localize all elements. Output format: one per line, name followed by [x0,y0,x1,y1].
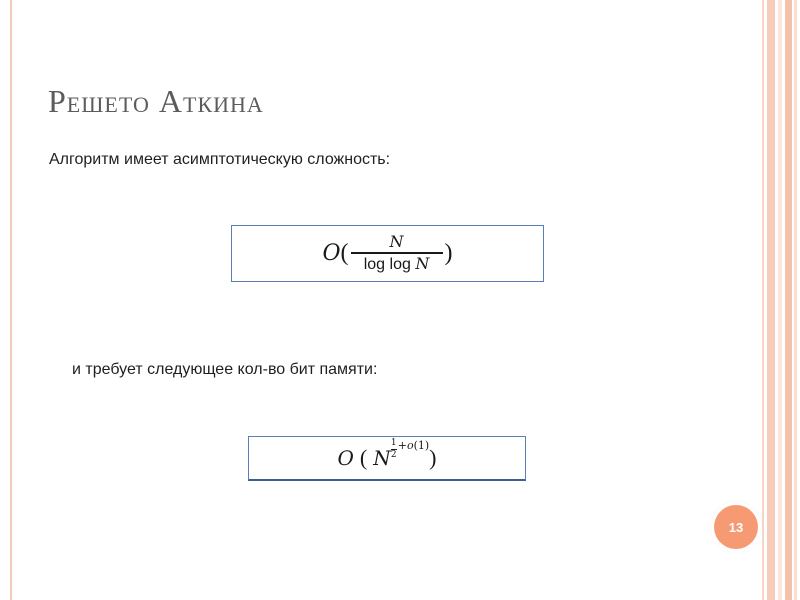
exponent-fraction [391,439,397,460]
memory-formula [337,437,437,471]
right-decor-stripe [778,0,782,600]
exponent-little-o: o [406,438,414,452]
fraction [351,233,443,273]
page-number-badge: 13 [714,505,758,549]
denominator-var: N [415,253,430,273]
close-paren: ) [429,445,437,470]
big-o-symbol: O [322,240,341,266]
left-border-line [10,0,12,600]
exponent-plus: + [397,438,407,452]
right-decor-stripe [785,0,792,600]
right-decor-stripe [767,0,775,600]
big-o-symbol: O [337,446,354,470]
complexity-formula [322,233,452,273]
close-paren: ) [444,239,453,266]
memory-text: и требует следующее кол-во бит памяти: [72,361,378,378]
complexity-formula-box [231,225,544,282]
exponent-base: N [373,446,391,470]
open-paren: ( [340,239,349,266]
open-paren: ( [359,445,368,470]
exponent-denominator: 2 [390,449,397,460]
fraction-numerator: N [389,232,404,252]
exponent-numerator: 1 [390,437,397,448]
exponent-arg: (1) [413,438,430,452]
complexity-text: Алгоритм имеет асимптотическую сложность: [49,151,391,168]
fraction-denominator [364,255,430,274]
exponent [391,439,429,460]
exponent-rest [398,439,429,452]
memory-formula-box [248,436,526,481]
slide-title: Решето Аткина [48,83,264,119]
right-decor-stripe [762,0,764,600]
right-decor-stripe [794,0,797,600]
denominator-log-text: log log [363,255,416,273]
